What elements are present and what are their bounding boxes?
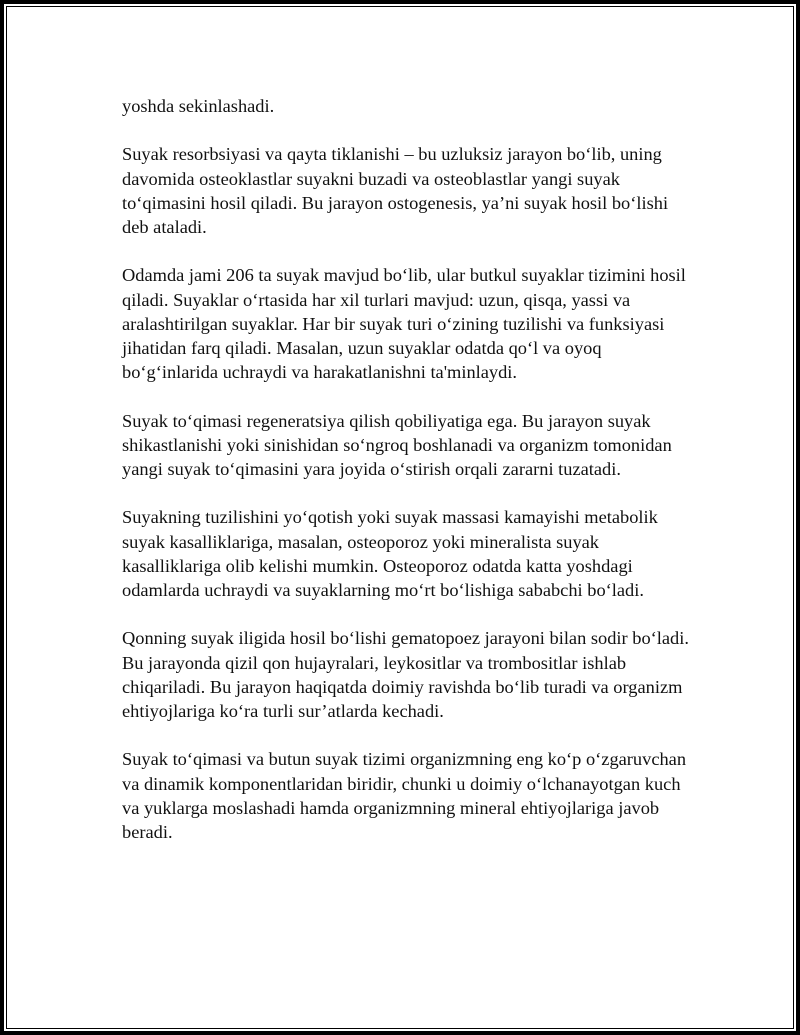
text-line: va dinamik komponentlaridan biridir, chunki u doimiy o‘lchanayotgan kuch bbox=[122, 773, 681, 794]
text-line: Suyak to‘qimasi va butun suyak tizimi organizmning eng ko‘p o‘zgaruvchan bbox=[122, 749, 687, 770]
text-line: jihatidan farq qiladi. Masalan, uzun suyaklar odatda qo‘l va oyoq bbox=[122, 338, 602, 358]
text-line: qiladi. Suyaklar o‘rtasida har xil turlari mavjud: uzun, qisqa, yassi va bbox=[122, 289, 631, 310]
paragraph bbox=[122, 626, 702, 723]
text-line: to‘qimasini hosil qiladi. Bu jarayon ostogenesis, ya’ni suyak hosil bo‘lishi bbox=[122, 192, 669, 213]
text-line: chiqariladi. Bu jarayon haqiqatda doimiy ravishda bo‘lib turadi va organizm bbox=[122, 676, 683, 697]
text-line: yoshda sekinlashadi. bbox=[122, 96, 275, 116]
paragraph bbox=[122, 142, 702, 239]
text-line: yangi suyak to‘qimasini yara joyida o‘stirish orqali zararni tuzatadi. bbox=[122, 459, 621, 479]
text-line: beradi. bbox=[122, 822, 173, 842]
paragraph bbox=[122, 505, 702, 602]
text-line: kasalliklariga olib kelishi mumkin. Osteoporoz odatda katta yoshdagi bbox=[122, 555, 633, 576]
text-line: davomida osteoklastlar suyakni buzadi va osteoblastlar yangi suyak bbox=[122, 168, 620, 189]
text-line: Suyak to‘qimasi regeneratsiya qilish qobiliyatiga ega. Bu jarayon suyak bbox=[122, 410, 651, 431]
text-line: Odamda jami 206 ta suyak mavjud bo‘lib, ular butkul suyaklar tizimini hosil bbox=[122, 265, 686, 286]
text-line: va yuklarga moslashadi hamda organizmning mineral ehtiyojlariga javob bbox=[122, 797, 660, 818]
text-line: odamlarda uchraydi va suyaklarning mo‘rt bo‘lishiga sababchi bo‘ladi. bbox=[122, 580, 644, 600]
text-line: ehtiyojlariga ko‘ra turli sur’atlarda kechadi. bbox=[122, 701, 444, 721]
text-line: suyak kasalliklariga, masalan, osteoporoz yoki mineralista suyak bbox=[122, 531, 600, 552]
paragraph bbox=[122, 94, 702, 118]
document-body bbox=[122, 94, 702, 868]
text-line: shikastlanishi yoki sinishidan so‘ngroq boshlanadi va organizm tomonidan bbox=[122, 434, 672, 455]
paragraph bbox=[122, 409, 702, 482]
text-line: Qonning suyak iligida hosil bo‘lishi gematopoez jarayoni bilan sodir bo‘ladi. bbox=[122, 628, 689, 649]
paragraph bbox=[122, 263, 702, 384]
text-line: Bu jarayonda qizil qon hujayralari, leykositlar va trombositlar ishlab bbox=[122, 652, 627, 673]
text-line: aralashtirilgan suyaklar. Har bir suyak turi o‘zining tuzilishi va funksiyasi bbox=[122, 313, 665, 334]
text-line: bo‘g‘inlarida uchraydi va harakatlanishni ta'minlaydi. bbox=[122, 362, 518, 383]
text-line: Suyak resorbsiyasi va qayta tiklanishi – bu uzluksiz jarayon bo‘lib, uning bbox=[122, 144, 662, 165]
paragraph bbox=[122, 747, 702, 844]
text-line: Suyakning tuzilishini yo‘qotish yoki suyak massasi kamayishi metabolik bbox=[122, 507, 658, 528]
text-line: deb ataladi. bbox=[122, 217, 207, 237]
